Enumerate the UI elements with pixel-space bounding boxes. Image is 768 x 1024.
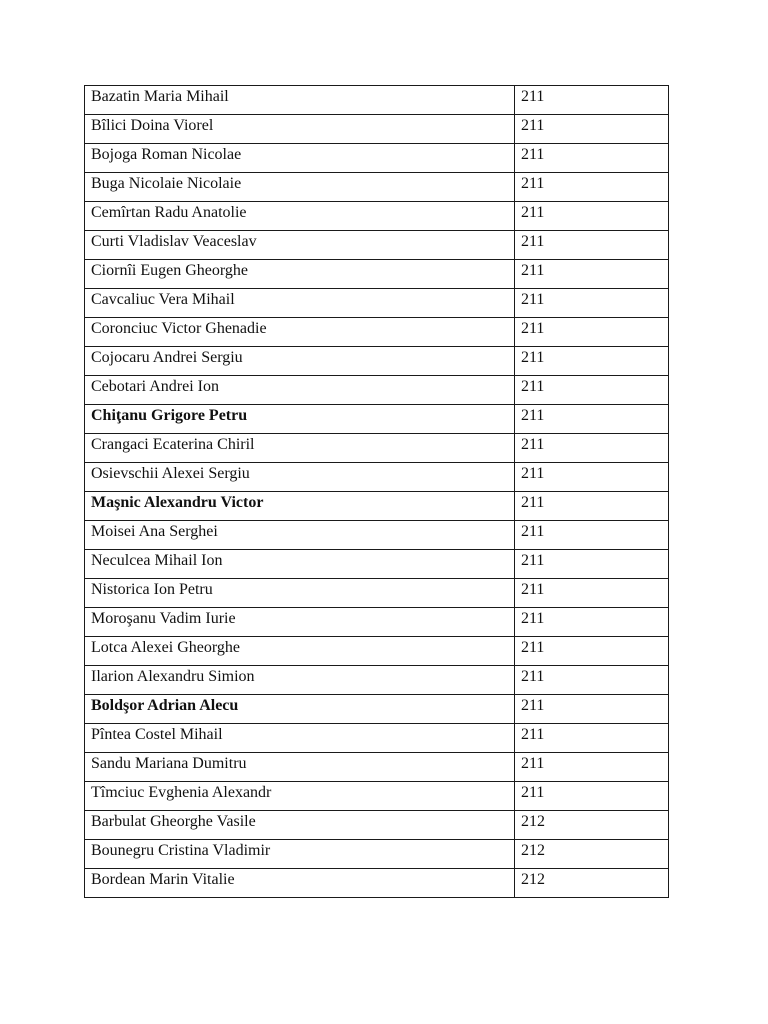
- group-number-cell: 211: [515, 608, 669, 637]
- student-name-cell: Moroşanu Vadim Iurie: [85, 608, 515, 637]
- group-number-cell: 211: [515, 144, 669, 173]
- student-name-cell: Lotca Alexei Gheorghe: [85, 637, 515, 666]
- student-name-cell: Ciornîi Eugen Gheorghe: [85, 260, 515, 289]
- student-name-cell: Cojocaru Andrei Sergiu: [85, 347, 515, 376]
- table-row: [85, 637, 669, 666]
- student-name-cell: Bordean Marin Vitalie: [85, 869, 515, 898]
- table-row: [85, 608, 669, 637]
- group-number-cell: 212: [515, 869, 669, 898]
- student-name-cell: Barbulat Gheorghe Vasile: [85, 811, 515, 840]
- student-name-cell: Moisei Ana Serghei: [85, 521, 515, 550]
- table-row: [85, 579, 669, 608]
- group-number-cell: 211: [515, 550, 669, 579]
- group-number-cell: 211: [515, 492, 669, 521]
- table-row: [85, 202, 669, 231]
- group-number-cell: 211: [515, 724, 669, 753]
- student-name-cell: Cavcaliuc Vera Mihail: [85, 289, 515, 318]
- group-number-cell: 211: [515, 463, 669, 492]
- table-row: [85, 376, 669, 405]
- group-number-cell: 211: [515, 579, 669, 608]
- table-row: [85, 347, 669, 376]
- group-number-cell: 211: [515, 202, 669, 231]
- table-row: [85, 289, 669, 318]
- student-name-cell: Coronciuc Victor Ghenadie: [85, 318, 515, 347]
- group-number-cell: 211: [515, 666, 669, 695]
- group-number-cell: 211: [515, 695, 669, 724]
- student-name-cell: Boldşor Adrian Alecu: [85, 695, 515, 724]
- table-row: [85, 260, 669, 289]
- student-name-cell: Bounegru Cristina Vladimir: [85, 840, 515, 869]
- group-number-cell: 211: [515, 86, 669, 115]
- student-name-cell: Ilarion Alexandru Simion: [85, 666, 515, 695]
- student-name-cell: Nistorica Ion Petru: [85, 579, 515, 608]
- student-name-cell: Bojoga Roman Nicolae: [85, 144, 515, 173]
- table-body: [85, 86, 669, 898]
- student-group-table: [84, 85, 669, 898]
- group-number-cell: 211: [515, 637, 669, 666]
- table-row: [85, 144, 669, 173]
- student-name-cell: Pîntea Costel Mihail: [85, 724, 515, 753]
- table-row: [85, 463, 669, 492]
- group-number-cell: 211: [515, 289, 669, 318]
- table-row: [85, 811, 669, 840]
- table-row: [85, 521, 669, 550]
- table-row: [85, 666, 669, 695]
- student-name-cell: Bazatin Maria Mihail: [85, 86, 515, 115]
- table-row: [85, 782, 669, 811]
- group-number-cell: 211: [515, 260, 669, 289]
- student-name-cell: Sandu Mariana Dumitru: [85, 753, 515, 782]
- table-row: [85, 434, 669, 463]
- student-name-cell: Curti Vladislav Veaceslav: [85, 231, 515, 260]
- student-name-cell: Chiţanu Grigore Petru: [85, 405, 515, 434]
- group-number-cell: 211: [515, 173, 669, 202]
- group-number-cell: 211: [515, 231, 669, 260]
- student-name-cell: Cebotari Andrei Ion: [85, 376, 515, 405]
- group-number-cell: 211: [515, 753, 669, 782]
- table-row: [85, 840, 669, 869]
- table-row: [85, 173, 669, 202]
- group-number-cell: 211: [515, 434, 669, 463]
- student-name-cell: Neculcea Mihail Ion: [85, 550, 515, 579]
- student-name-cell: Crangaci Ecaterina Chiril: [85, 434, 515, 463]
- table-row: [85, 405, 669, 434]
- group-number-cell: 212: [515, 840, 669, 869]
- group-number-cell: 211: [515, 347, 669, 376]
- student-name-cell: Bîlici Doina Viorel: [85, 115, 515, 144]
- student-name-cell: Buga Nicolaie Nicolaie: [85, 173, 515, 202]
- table-row: [85, 318, 669, 347]
- student-name-cell: Osievschii Alexei Sergiu: [85, 463, 515, 492]
- student-name-cell: Tîmciuc Evghenia Alexandr: [85, 782, 515, 811]
- student-name-cell: Cemîrtan Radu Anatolie: [85, 202, 515, 231]
- group-number-cell: 211: [515, 318, 669, 347]
- group-number-cell: 211: [515, 405, 669, 434]
- table-row: [85, 231, 669, 260]
- group-number-cell: 211: [515, 782, 669, 811]
- student-name-cell: Maşnic Alexandru Victor: [85, 492, 515, 521]
- table-row: [85, 724, 669, 753]
- table-row: [85, 86, 669, 115]
- group-number-cell: 211: [515, 115, 669, 144]
- table-row: [85, 753, 669, 782]
- group-number-cell: 212: [515, 811, 669, 840]
- table-row: [85, 550, 669, 579]
- group-number-cell: 211: [515, 521, 669, 550]
- group-number-cell: 211: [515, 376, 669, 405]
- table-row: [85, 695, 669, 724]
- table-row: [85, 115, 669, 144]
- table-row: [85, 492, 669, 521]
- table-row: [85, 869, 669, 898]
